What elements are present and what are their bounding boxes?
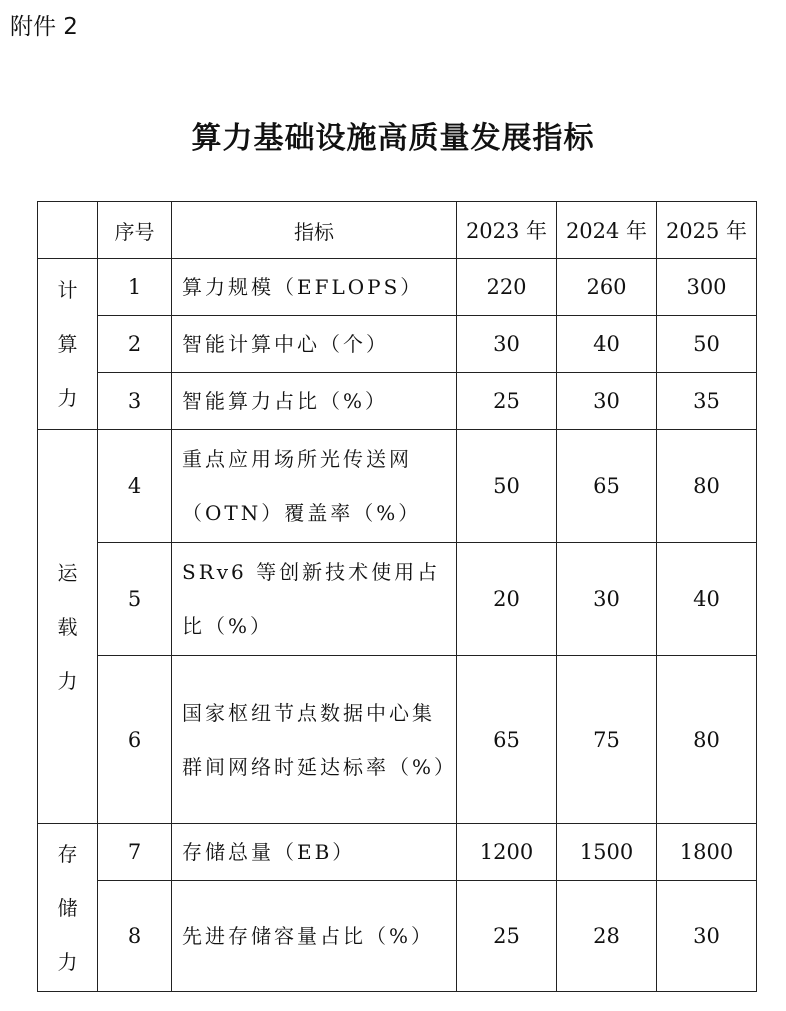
table-row (38, 316, 757, 373)
category-char: 计 (57, 278, 78, 302)
row-indicator: 先进存储容量占比（%） (172, 881, 457, 992)
category-char: 储 (57, 895, 78, 920)
row-number: 4 (98, 430, 172, 543)
row-value-2023: 1200 (457, 824, 557, 881)
table-row (38, 881, 757, 992)
row-value-2025: 80 (657, 656, 757, 824)
row-value-2024: 28 (557, 881, 657, 992)
row-value-2024: 260 (557, 259, 657, 316)
row-indicator: 存储总量（EB） (172, 824, 457, 881)
row-number: 1 (98, 259, 172, 316)
table-row (38, 259, 757, 316)
header-2023: 2023 年 (457, 202, 557, 259)
row-value-2024: 1500 (557, 824, 657, 881)
category-char: 载 (57, 614, 78, 639)
row-value-2025: 30 (657, 881, 757, 992)
row-value-2025: 35 (657, 373, 757, 430)
row-number: 2 (98, 316, 172, 373)
row-indicator: 重点应用场所光传送网（OTN）覆盖率（%） (172, 430, 457, 543)
row-value-2023: 25 (457, 373, 557, 430)
row-value-2025: 80 (657, 430, 757, 543)
category-char: 力 (57, 949, 78, 974)
annex-label: 附件 2 (10, 14, 78, 40)
table-row (38, 430, 757, 543)
row-number: 3 (98, 373, 172, 430)
row-value-2024: 30 (557, 373, 657, 430)
category-char: 力 (57, 386, 78, 410)
category-compute (38, 259, 98, 430)
row-indicator: 国家枢纽节点数据中心集群间网络时延达标率（%） (172, 656, 457, 824)
header-2025: 2025 年 (657, 202, 757, 259)
table-row (38, 543, 757, 656)
row-value-2024: 75 (557, 656, 657, 824)
header-indicator: 指标 (172, 202, 457, 259)
row-indicator: SRv6 等创新技术使用占比（%） (172, 543, 457, 656)
page-title: 算力基础设施高质量发展指标 (191, 121, 595, 156)
category-char: 存 (57, 841, 78, 866)
row-value-2023: 220 (457, 259, 557, 316)
row-number: 7 (98, 824, 172, 881)
row-value-2025: 50 (657, 316, 757, 373)
row-number: 5 (98, 543, 172, 656)
row-indicator: 算力规模（EFLOPS） (172, 259, 457, 316)
header-index: 序号 (98, 202, 172, 259)
category-char: 算 (57, 332, 78, 356)
row-indicator: 智能计算中心（个） (172, 316, 457, 373)
row-number: 6 (98, 656, 172, 824)
row-value-2024: 30 (557, 543, 657, 656)
row-value-2023: 30 (457, 316, 557, 373)
table-row (38, 656, 757, 824)
category-char: 力 (57, 668, 78, 693)
header-category (38, 202, 98, 259)
table-header-row (38, 202, 757, 259)
category-storage (38, 824, 98, 992)
row-value-2023: 20 (457, 543, 557, 656)
row-number: 8 (98, 881, 172, 992)
table-row (38, 824, 757, 881)
row-indicator: 智能算力占比（%） (172, 373, 457, 430)
row-value-2023: 25 (457, 881, 557, 992)
row-value-2024: 65 (557, 430, 657, 543)
row-value-2023: 50 (457, 430, 557, 543)
header-2024: 2024 年 (557, 202, 657, 259)
row-value-2024: 40 (557, 316, 657, 373)
table-row (38, 373, 757, 430)
row-value-2025: 1800 (657, 824, 757, 881)
indicator-table (37, 201, 757, 992)
category-transport (38, 430, 98, 824)
row-value-2023: 65 (457, 656, 557, 824)
row-value-2025: 300 (657, 259, 757, 316)
category-char: 运 (57, 560, 78, 585)
row-value-2025: 40 (657, 543, 757, 656)
